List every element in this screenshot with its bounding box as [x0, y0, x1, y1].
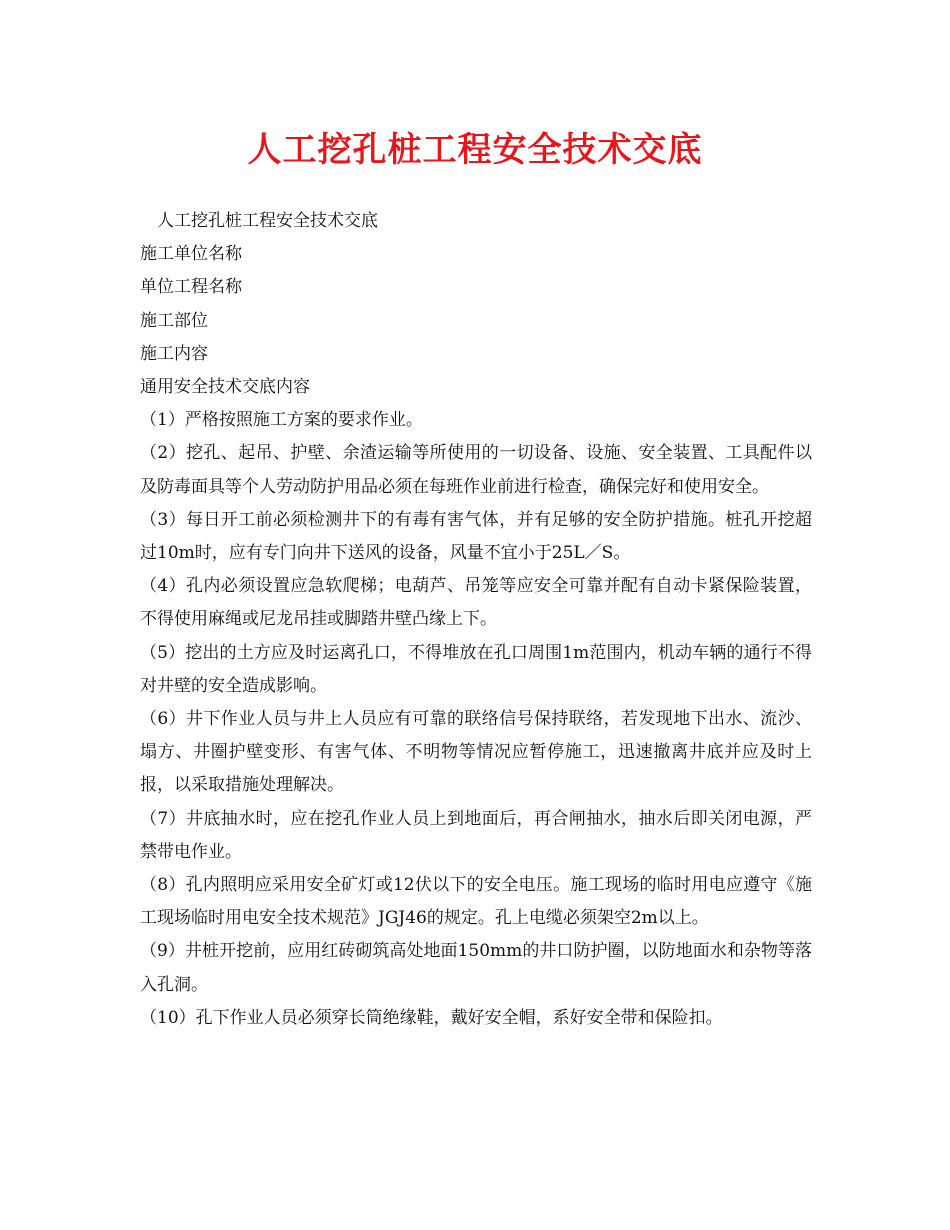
- safety-item-10: （10）孔下作业人员必须穿长筒绝缘鞋，戴好安全帽，系好安全带和保险扣。: [140, 1007, 723, 1028]
- field-project-name: 单位工程名称: [140, 277, 242, 298]
- safety-item-2: （2）挖孔、起吊、护壁、余渣运输等所使用的一切设备、设施、安全装置、工具配件以及防毒面具等个人劳动防护用品必须在每班作业前进行检查，确保完好和使用安全。: [140, 443, 812, 497]
- document-body: [140, 205, 812, 1035]
- field-construction-unit: 施工单位名称: [140, 244, 242, 265]
- safety-item-7: （7）井底抽水时，应在挖孔作业人员上到地面后，再合闸抽水，抽水后即关闭电源，严禁带电作业。: [140, 808, 812, 862]
- field-construction-content: 施工内容: [140, 343, 208, 364]
- document-title: 人工挖孔桩工程安全技术交底: [247, 130, 703, 170]
- safety-item-1: （1）严格按照施工方案的要求作业。: [140, 410, 423, 431]
- safety-item-4: （4）孔内必须设置应急软爬梯；电葫芦、吊笼等应安全可靠并配有自动卡紧保险装置，不得使用麻绳或尼龙吊挂或脚踏井壁凸缘上下。: [140, 576, 812, 630]
- document-subtitle: 人工挖孔桩工程安全技术交底: [157, 211, 378, 231]
- safety-item-6: （6）井下作业人员与井上人员应有可靠的联络信号保持联络，若发现地下出水、流沙、塌方、井圈护壁变形、有害气体、不明物等情况应暂停施工，迅速撤离井底并应及时上报，以采取措施处理解决。: [140, 709, 812, 796]
- safety-item-5: （5）挖出的土方应及时运离孔口，不得堆放在孔口周围1m范围内，机动车辆的通行不得对井壁的安全造成影响。: [140, 642, 812, 696]
- safety-item-8: （8）孔内照明应采用安全矿灯或12伏以下的安全电压。施工现场的临时用电应遵守《施工现场临时用电安全技术规范》JGJ46的规定。孔上电缆必须架空2m以上。: [140, 875, 812, 929]
- safety-item-3: （3）每日开工前必须检测井下的有毒有害气体，并有足够的安全防护措施。桩孔开挖超过10m时，应有专门向井下送风的设备，风量不宜小于25L／S。: [140, 509, 812, 564]
- safety-item-9: （9）井桩开挖前，应用红砖砌筑高处地面150mm的井口防护圈，以防地面水和杂物等落入孔洞。: [140, 941, 812, 995]
- field-construction-part: 施工部位: [140, 310, 208, 331]
- field-general-safety-content: 通用安全技术交底内容: [140, 377, 310, 398]
